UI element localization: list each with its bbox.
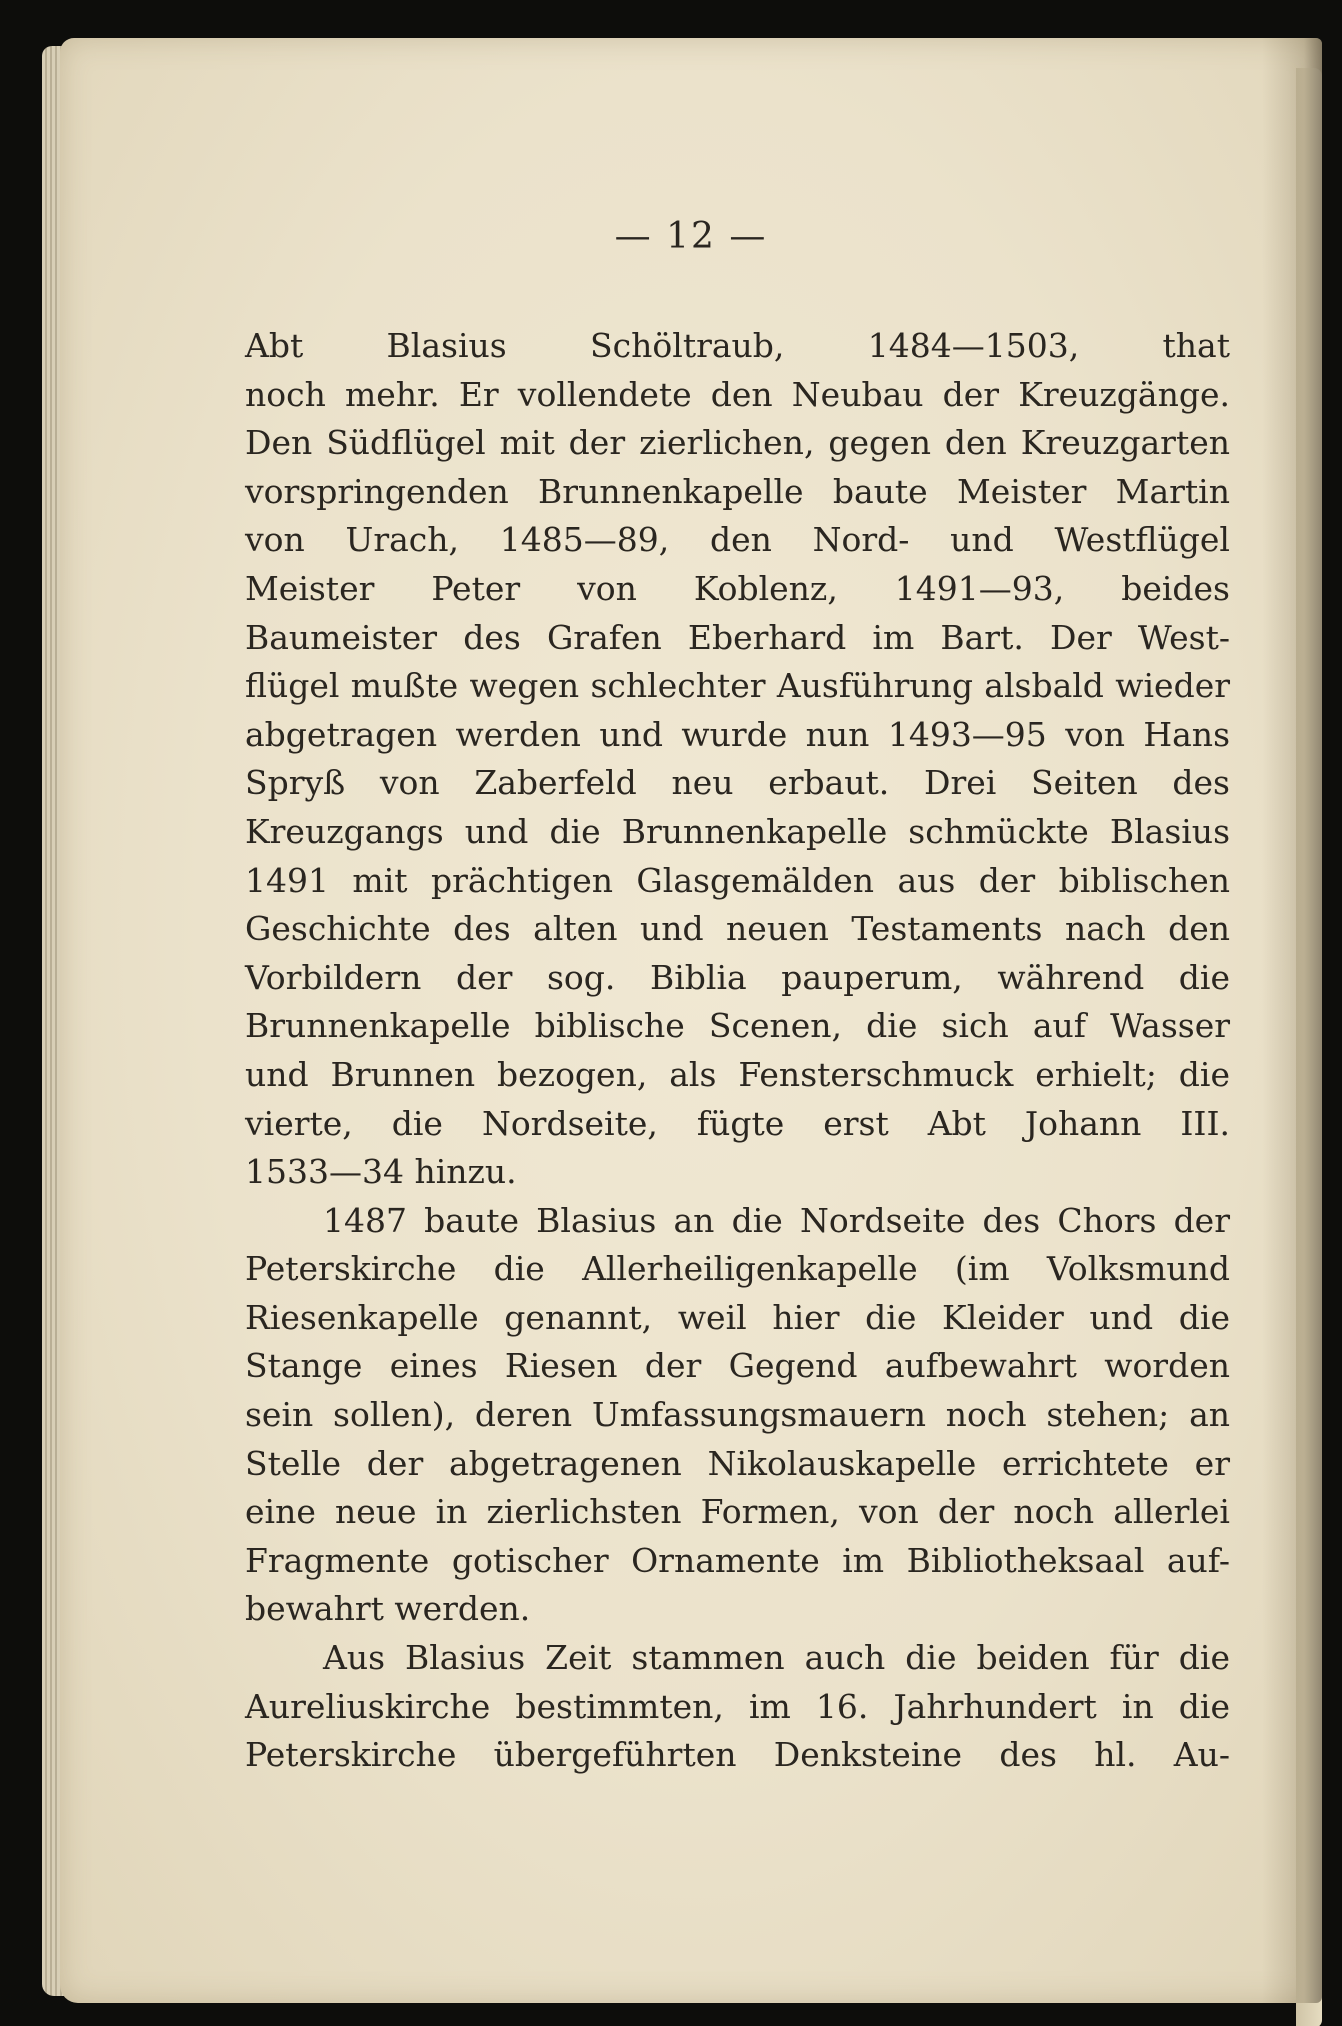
- text-line: Stange eines Riesen der Gegend aufbewahrt worden: [245, 1346, 1230, 1386]
- page-number: — 12 —: [614, 216, 768, 257]
- text-line: bewahrt werden.: [245, 1589, 531, 1629]
- text-line: vorspringenden Brunnenkapelle baute Meister Martin: [245, 471, 1230, 511]
- text-line: Riesenkapelle genannt, weil hier die Kleider und die: [245, 1297, 1230, 1337]
- gutter-shadow: [1262, 38, 1322, 2003]
- paragraph-start-line: Aus Blasius Zeit stammen auch die beiden für die: [323, 1638, 1230, 1678]
- text-line: Den Südflügel mit der zierlichen, gegen den Kreuzgarten: [245, 423, 1230, 463]
- text-line: vierte, die Nordseite, fügte erst Abt Johann III.: [245, 1103, 1230, 1143]
- text-line: Baumeister des Grafen Eberhard im Bart. Der West-: [245, 617, 1230, 657]
- text-line: 1533—34 hinzu.: [245, 1152, 517, 1192]
- text-line: Abt Blasius Schöltraub, 1484—1503, that: [245, 326, 1230, 365]
- book-page: [60, 38, 1322, 2003]
- text-line: Meister Peter von Koblenz, 1491—93, beides: [245, 568, 1230, 608]
- text-line: Spryß von Zaberfeld neu erbaut. Drei Seiten des: [245, 763, 1230, 803]
- text-line: Stelle der abgetragenen Nikolauskapelle errichtete er: [245, 1443, 1230, 1483]
- text-line: Kreuzgangs und die Brunnenkapelle schmückte Blasius: [245, 811, 1230, 851]
- text-line: eine neue in zierlichsten Formen, von der noch allerlei: [245, 1492, 1230, 1532]
- text-line: Aureliuskirche bestimmten, im 16. Jahrhundert in die: [245, 1686, 1230, 1726]
- text-line: Fragmente gotischer Ornamente im Bibliotheksaal auf-: [245, 1540, 1230, 1580]
- text-line: 1491 mit prächtigen Glasgemälden aus der biblischen: [245, 860, 1230, 900]
- text-line: und Brunnen bezogen, als Fensterschmuck erhielt; die: [245, 1054, 1230, 1094]
- paragraph-start-line: 1487 baute Blasius an die Nordseite des Chors der: [323, 1200, 1230, 1240]
- body-text: [245, 322, 1230, 1780]
- text-line: Peterskirche die Allerheiligenkapelle (im Volksmund: [245, 1249, 1230, 1289]
- text-line: noch mehr. Er vollendete den Neubau der Kreuzgänge.: [245, 374, 1230, 414]
- text-line: abgetragen werden und wurde nun 1493—95 von Hans: [245, 714, 1230, 754]
- text-line: Brunnenkapelle biblische Scenen, die sich auf Wasser: [245, 1006, 1230, 1046]
- text-line: Peterskirche übergeführten Denksteine des hl. Au-: [245, 1735, 1230, 1775]
- text-line: sein sollen), deren Umfassungsmauern noch stehen; an: [245, 1395, 1230, 1435]
- text-line: flügel mußte wegen schlechter Ausführung alsbald wieder: [245, 666, 1230, 706]
- text-line: Vorbildern der sog. Biblia pauperum, während die: [245, 957, 1230, 997]
- text-line: von Urach, 1485—89, den Nord- und Westflügel: [245, 520, 1230, 560]
- text-line: Geschichte des alten und neuen Testaments nach den: [245, 909, 1230, 949]
